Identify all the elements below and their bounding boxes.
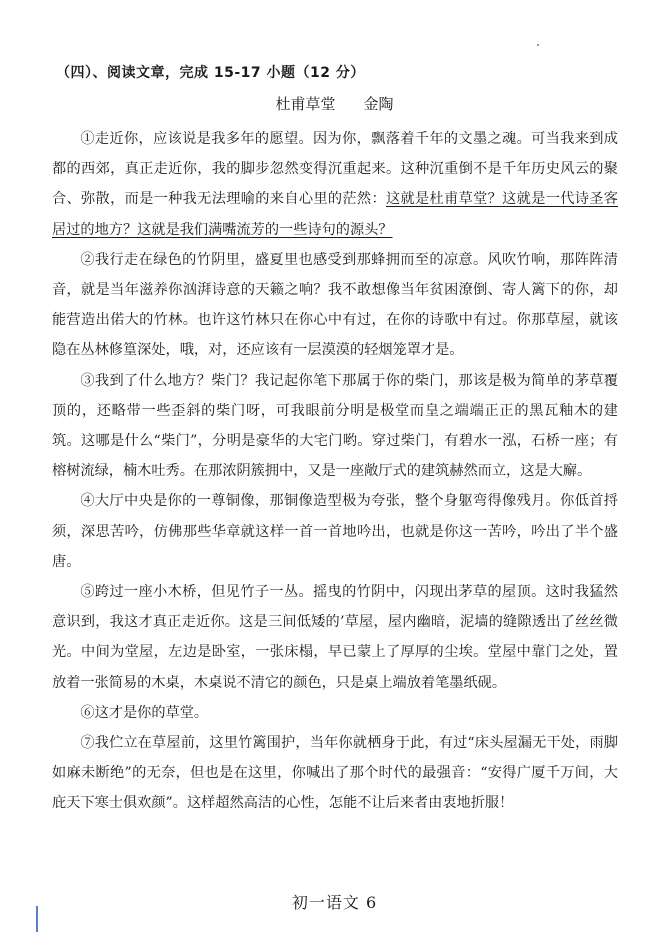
paragraph-6	[52, 698, 618, 728]
paragraph-text: ⑤跨过一座小木桥，但见竹子一丛。摇曳的竹阴中，闪现出茅草的屋顶。这时我猛然意识到，我这才真正走近你。这是三间低矮的’草屋，屋内幽暗，泥墙的缝隙透出了丝丝微光。中间为堂屋，左边是卧室，一张床榻，早已蒙上了厚厚的尘埃。堂屋中靠门之处，置放着一张简易的木桌，木桌说不清它的颜色，只是桌上端放着笔墨纸砚。	[52, 584, 618, 691]
page-footer: 初一语文 6	[291, 893, 378, 912]
paragraph-text: ⑥这才是你的草堂。	[80, 704, 209, 721]
article-title-line	[0, 93, 669, 114]
article-author: 金陶	[363, 95, 394, 113]
paragraph-5	[52, 577, 618, 698]
underlined-sentence: 这就是杜甫草堂？这就是一代诗圣客居过的地方？这就是我们满嘴流芳的一些诗句的源头？	[52, 191, 618, 238]
text-cursor-marker	[36, 906, 38, 932]
paragraph-2	[52, 245, 618, 366]
paragraph-7	[52, 728, 618, 819]
paragraph-3	[52, 366, 618, 487]
article-title: 杜甫草堂	[275, 95, 336, 113]
section-heading: （四）、阅读文章，完成 15-17 小题（12 分）	[56, 65, 365, 81]
paragraph-1	[52, 124, 618, 245]
paragraph-text: ③我到了什么地方？柴门？我记起你笔下那属于你的柴门，那该是极为简单的茅草覆顶的，还略带一些歪斜的柴门呀，可我眼前分明是极堂而皇之端端正正的黑瓦釉木的建筑。这哪是什么“柴门”，分明是豪华的大宅门哟。穿过柴门，有碧水一泓，石桥一座；有榕树流绿，楠木吐秀。在那浓阴簇拥中，又是一座敞厅式的建筑赫然而立，这是大廨。	[52, 372, 618, 480]
paragraph-text: ②我行走在绿色的竹阴里，盛夏里也感受到那蜂拥而至的凉意。风吹竹响，那阵阵清音，就是当年滋养你汹湃诗意的天籁之响？我不敢想像当年贫困潦倒、寄人篱下的你，却能营造出偌大的竹林。也许这竹林只在你心中有过，在你的诗歌中有过。你那草屋，就该隐在丛林修篁深处，哦，对，还应该有一层漠漠的轻烟笼罩才是。	[52, 251, 618, 359]
article-body	[52, 124, 618, 819]
paragraph-text: ①走近你，应该说是我多年的愿望。因为你，飘落着千年的文墨之魂。可当我来到成都的西郊，真正走近你，我的脚步忽然变得沉重起来。这种沉重倒不是千年历史风云的聚合、弥散，而是一种我无法理喻的来自心里的茫然：	[52, 131, 618, 208]
paragraph-text: ④大厅中央是你的一尊铜像，那铜像造型极为夸张，整个身躯弯得像残月。你低首捋须，深思苦吟，仿佛那些华章就这样一首一首地吟出，也就是你这一苦吟，吟出了半个盛唐。	[52, 493, 618, 570]
paragraph-text: ⑦我伫立在草屋前，这里竹篱围护，当年你就栖身于此，有过“床头屋漏无干处，雨脚如麻未断绝”的无奈，但也是在这里，你喊出了那个时代的最强音：“安得广厦千万间，大庇天下寒士俱欢颜”。这样超然高洁的心性，怎能不让后来者由衷地折服！	[52, 735, 618, 812]
paragraph-4	[52, 486, 618, 577]
scan-speck	[537, 44, 539, 46]
